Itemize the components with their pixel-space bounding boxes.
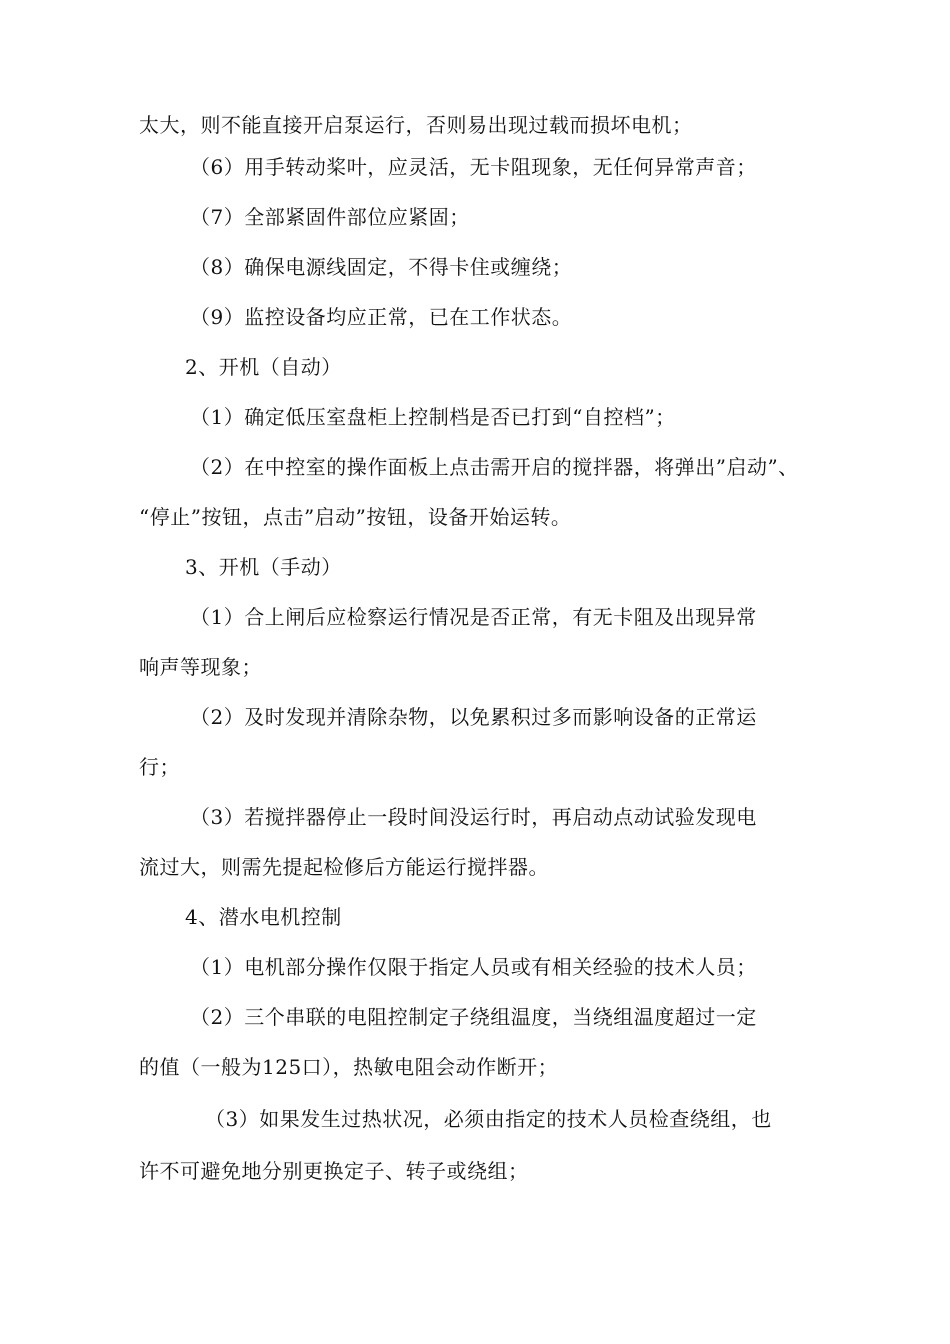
text-line-11: （1）合上闸后应检察运行情况是否正常，有无卡阻及出现异常 [190,605,757,629]
text-line-15: （3）若搅拌器停止一段时间没运行时，再启动点动试验发现电 [190,805,757,829]
text-line-12: 响声等现象； [139,655,262,679]
text-line-18: （1）电机部分操作仅限于指定人员或有相关经验的技术人员； [190,955,757,979]
text-line-21: （3）如果发生过热状况，必须由指定的技术人员检查绕组，也 [205,1107,772,1131]
text-line-4: （8）确保电源线固定，不得卡住或缠绕； [190,255,573,279]
text-line-2: （6）用手转动桨叶，应灵活，无卡阻现象，无任何异常声音； [190,155,757,179]
section-heading-2: 2、开机（自动） [185,355,342,379]
text-line-14: 行； [139,755,180,779]
text-line-9: “停止”按钮，点击”启动”按钮，设备开始运转。 [139,505,572,529]
text-line-13: （2）及时发现并清除杂物，以免累积过多而影响设备的正常运 [190,705,757,729]
text-line-3: （7）全部紧固件部位应紧固； [190,205,470,229]
text-line-7: （1）确定低压室盘柜上控制档是否已打到“自控档”； [190,405,676,429]
section-heading-4: 4、潜水电机控制 [185,905,342,929]
text-line-16: 流过大，则需先提起检修后方能运行搅拌器。 [139,855,549,879]
text-line-20: 的值（一般为125口），热敏电阻会动作断开； [139,1055,559,1079]
text-line-1: 太大，则不能直接开启泵运行，否则易出现过载而损坏电机； [139,113,693,137]
text-line-8: （2）在中控室的操作面板上点击需开启的搅拌器，将弹出”启动”、 [190,455,799,479]
text-line-22: 许不可避免地分别更换定子、转子或绕组； [139,1159,529,1183]
text-line-19: （2）三个串联的电阻控制定子绕组温度，当绕组温度超过一定 [190,1005,757,1029]
section-heading-3: 3、开机（手动） [185,555,342,579]
text-line-5: （9）监控设备均应正常，已在工作状态。 [190,305,573,329]
